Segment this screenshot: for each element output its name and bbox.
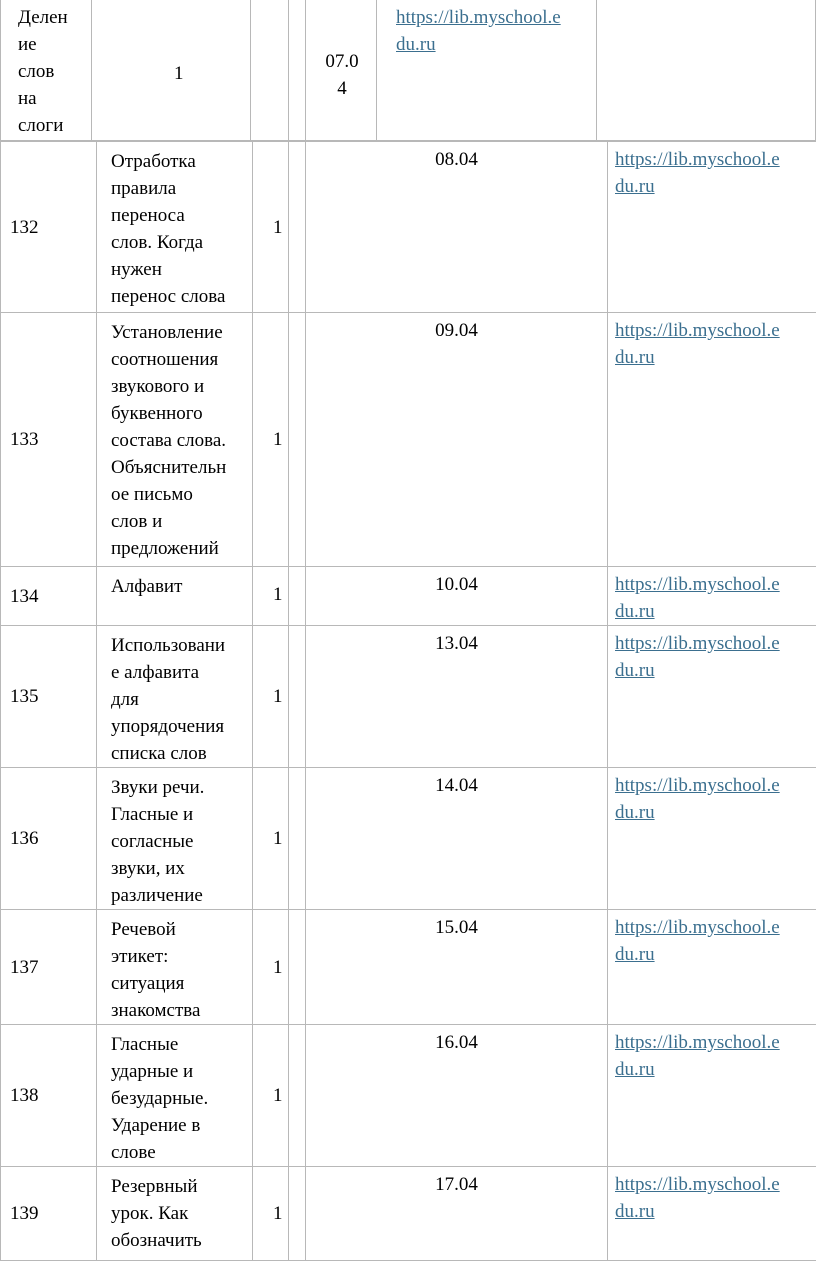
resource-link-text[interactable]: https://lib.myschool.e (615, 1029, 816, 1056)
resource-link-text[interactable]: https://lib.myschool.e (615, 317, 816, 344)
empty-column (289, 768, 306, 910)
table-row (1, 768, 816, 910)
table-row (1, 626, 816, 768)
lesson-topic: Алфавит (97, 567, 253, 626)
lesson-topic: Использовани е алфавита для упорядочения списка слов (97, 626, 253, 768)
resource-link[interactable] (608, 626, 816, 768)
resource-link[interactable] (608, 567, 816, 626)
resource-link-text[interactable]: https://lib.myschool.e (615, 914, 816, 941)
table-row (1, 1167, 816, 1261)
resource-link-text[interactable]: du.ru (615, 799, 816, 826)
lesson-hours: 1 (253, 910, 289, 1025)
table-row (1, 313, 816, 567)
lesson-number: 137 (1, 910, 97, 1025)
lesson-hours: 1 (253, 313, 289, 567)
lesson-date: 10.04 (306, 567, 608, 626)
empty-column (289, 1025, 306, 1167)
resource-link-text[interactable]: du.ru (615, 344, 816, 371)
resource-link-text[interactable]: du.ru (615, 1198, 816, 1225)
first-row-topic: Делен ие слов на слоги (18, 4, 68, 139)
lesson-topic: Отработка правила переноса слов. Когда нужен перенос слова (97, 142, 253, 313)
first-row-resource-link[interactable]: https://lib.myschool.e du.ru (396, 4, 561, 58)
lesson-hours: 1 (253, 626, 289, 768)
resource-link-text[interactable]: https://lib.myschool.e (615, 1171, 816, 1198)
table-row-partial (0, 0, 816, 140)
lesson-number: 134 (1, 567, 97, 626)
lesson-number: 133 (1, 313, 97, 567)
empty-column (289, 313, 306, 567)
lesson-hours: 1 (253, 567, 289, 626)
resource-link-text[interactable]: https://lib.myschool.e (615, 146, 816, 173)
resource-link-text[interactable]: du.ru (615, 173, 816, 200)
resource-link[interactable] (608, 1167, 816, 1261)
lesson-topic: Звуки речи. Гласные и согласные звуки, их различение (97, 768, 253, 910)
lesson-number: 139 (1, 1167, 97, 1261)
empty-column (289, 1167, 306, 1261)
resource-link[interactable] (608, 768, 816, 910)
empty-column (289, 142, 306, 313)
lesson-hours: 1 (253, 1167, 289, 1261)
first-row-date: 07.0 4 (320, 48, 364, 102)
resource-link[interactable] (608, 1025, 816, 1167)
lesson-topic: Речевой этикет: ситуация знакомства (97, 910, 253, 1025)
lesson-date: 09.04 (306, 313, 608, 567)
first-row-hours: 1 (174, 60, 184, 87)
lesson-number: 138 (1, 1025, 97, 1167)
table-row (1, 567, 816, 626)
lesson-topic: Резервный урок. Как обозначить (97, 1167, 253, 1261)
resource-link[interactable] (608, 910, 816, 1025)
lesson-number: 135 (1, 626, 97, 768)
lesson-topic: Установление соотношения звукового и буквенного состава слова. Объяснительн ое письмо слов и предложений (97, 313, 253, 567)
lesson-date: 08.04 (306, 142, 608, 313)
lesson-hours: 1 (253, 768, 289, 910)
resource-link-text[interactable]: du.ru (615, 941, 816, 968)
lesson-number: 136 (1, 768, 97, 910)
resource-link-text[interactable]: du.ru (615, 1056, 816, 1083)
resource-link-text[interactable]: https://lib.myschool.e (615, 571, 816, 598)
table-row (1, 1025, 816, 1167)
table-row (1, 910, 816, 1025)
resource-link-text[interactable]: du.ru (615, 657, 816, 684)
lesson-number: 132 (1, 142, 97, 313)
table-row (1, 142, 816, 313)
resource-link-text[interactable]: https://lib.myschool.e (615, 630, 816, 657)
resource-link[interactable] (608, 313, 816, 567)
resource-link[interactable] (608, 142, 816, 313)
resource-link-text[interactable]: https://lib.myschool.e (615, 772, 816, 799)
lesson-date: 14.04 (306, 768, 608, 910)
lessons-table (0, 141, 816, 1261)
lesson-hours: 1 (253, 1025, 289, 1167)
lesson-date: 15.04 (306, 910, 608, 1025)
lesson-topic: Гласные ударные и безударные. Ударение в слове (97, 1025, 253, 1167)
lesson-date: 16.04 (306, 1025, 608, 1167)
lesson-date: 17.04 (306, 1167, 608, 1261)
resource-link-text[interactable]: du.ru (615, 598, 816, 625)
empty-column (289, 910, 306, 1025)
lesson-date: 13.04 (306, 626, 608, 768)
lesson-hours: 1 (253, 142, 289, 313)
empty-column (289, 567, 306, 626)
empty-column (289, 626, 306, 768)
